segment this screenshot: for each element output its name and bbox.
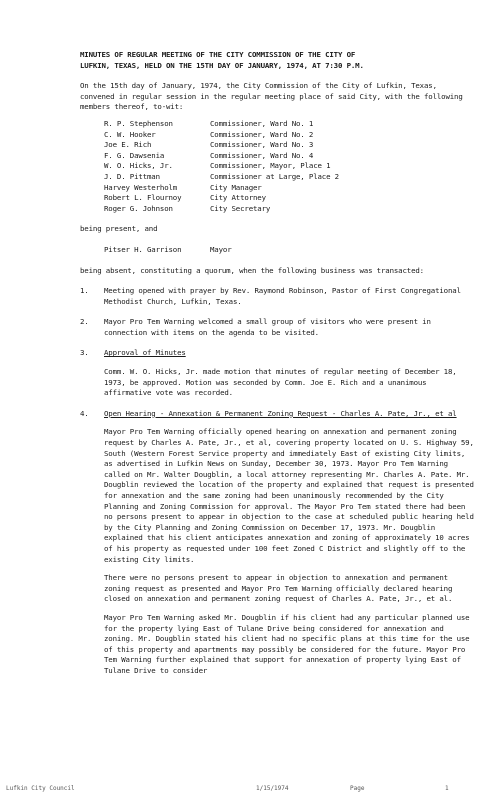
roster-row (104, 151, 475, 162)
roster-row (104, 193, 475, 204)
roster-row (104, 172, 475, 183)
item-text: Meeting opened with prayer by Rev. Raymond Robinson, Pastor of First Congregational Methodist Church, Lufkin, Texas. (104, 286, 461, 306)
member-name: J. D. Pittman (104, 171, 160, 181)
roster-row (104, 161, 475, 172)
member-name: Robert L. Flournoy (104, 193, 182, 203)
absent-name: Pitser H. Garrison (104, 244, 182, 254)
roster-row (104, 119, 475, 130)
item-4-paragraph: Mayor Pro Tem Warning officially opened hearing on annexation and permanent zoning request by Charles A. Pate, Jr., et al, covering property located on U. S. Highway 59, South (Western Forest Service property and immediately East of existing City limits, as advertised in Lufkin News on Sunday, December 30, 1973. Mayor Pro Tem Warning called on Mr. Walter Dougblin, a local attorney representing Mr. Charles A. Pate. Mr. Dougblin reviewed the location of the property and explained that request is presented for annexation and the same zoning had been unanimously recommended by the City Planning and Zoning Commission for approval. The Mayor Pro Tem stated there had been no persons present to appear in objection to the case at scheduled public hearing held by the City Planning and Zoning Commission on December 17, 1973. Mr. Dougblin explained that his client anticipates annexation and zoning of approximately 10 acres of his property as requested under 100 feet Zoned C District and slightly off to the existing City limits. (104, 427, 474, 564)
item-text: Comm. W. O. Hicks, Jr. made motion that minutes of regular meeting of December 18, 1973, be approved. Motion was seconded by Comm. Joe E. Rich and a unanimous affirmative vote was recorded. (104, 367, 457, 398)
member-name: F. G. Dawsenia (104, 150, 165, 160)
member-title: Commissioner at Large, Place 2 (210, 171, 339, 181)
being-present-text: being present, and (80, 224, 158, 234)
item-number: 2. (80, 317, 89, 327)
title-line-1: MINUTES OF REGULAR MEETING OF THE CITY COMMISSION OF THE CITY OF (80, 50, 356, 59)
agenda-item (80, 286, 475, 307)
document-title (80, 50, 475, 71)
page-footer (0, 780, 494, 800)
roster-row (104, 140, 475, 151)
agenda-item (80, 409, 475, 420)
member-title: City Manager (210, 182, 262, 192)
member-title: Commissioner, Ward No. 1 (210, 118, 314, 128)
member-title: Commissioner, Ward No. 3 (210, 140, 314, 150)
agenda-item (80, 317, 475, 338)
footer-left: Lufkin City Council (6, 785, 75, 792)
member-name: Roger G. Johnson (104, 203, 173, 213)
member-title: City Secretary (210, 203, 271, 213)
intro-paragraph: On the 15th day of January, 1974, the City Commission of the City of Lufkin, Texas, convened in regular session in the regular meeting place of said City, with the following members thereof, to-wit: (80, 81, 463, 112)
item-4-paragraph: Mayor Pro Tem Warning asked Mr. Dougblin if his client had any particular planned use for the property lying East of Tulane Drive being considered for annexation and zoning. Mr. Dougblin stated his client had no specific plans at this time for the use of this property and apartments may possibly be considered for the future. Mayor Pro Tem Warning further explained that support for annexation of property lying East of Tulane Drive to consider (104, 612, 470, 675)
member-name: R. P. Stephenson (104, 118, 173, 128)
item-number: 4. (80, 408, 89, 418)
item-text: Mayor Pro Tem Warning welcomed a small group of visitors who were present in connection with items on the agenda to be visited. (104, 317, 431, 337)
footer-page-number: 1 (445, 785, 449, 792)
item-heading: Open Hearing - Annexation & Permanent Zoning Request - Charles A. Pate, Jr., et al (104, 408, 457, 418)
member-name: W. O. Hicks, Jr. (104, 161, 173, 171)
item-heading: Approval of Minutes (104, 348, 186, 358)
roster-row (104, 130, 475, 141)
member-roster (104, 119, 475, 214)
item-number: 1. (80, 286, 89, 296)
title-line-2: LUFKIN, TEXAS, HELD ON THE 15TH DAY OF JANUARY, 1974, AT 7:30 P.M. (80, 60, 364, 70)
member-name: Harvey Westerholm (104, 182, 178, 192)
absent-member (104, 245, 475, 256)
minutes-document (80, 50, 475, 677)
footer-center: 1/15/1974 (256, 785, 289, 792)
roster-row (104, 183, 475, 194)
footer-right: Page (350, 785, 365, 792)
item-number: 3. (80, 348, 89, 358)
quorum-paragraph: being absent, constituting a quorum, when the following business was transacted: (80, 265, 424, 275)
member-title: Commissioner, Ward No. 4 (210, 150, 314, 160)
member-title: Commissioner, Mayor, Place 1 (210, 161, 331, 171)
member-name: C. W. Hooker (104, 129, 156, 139)
member-title: City Attorney (210, 193, 266, 203)
agenda-item (80, 348, 475, 359)
absent-title: Mayor (210, 244, 232, 254)
member-name: Joe E. Rich (104, 140, 152, 150)
item-4-paragraph: There were no persons present to appear in objection to annexation and permanent zoning request as presented and Mayor Pro Tem Warning officially declared hearing closed on annexation and permanent zoning request of Charles A. Pate, Jr., et al. (104, 573, 453, 604)
roster-row (104, 204, 475, 215)
member-title: Commissioner, Ward No. 2 (210, 129, 314, 139)
